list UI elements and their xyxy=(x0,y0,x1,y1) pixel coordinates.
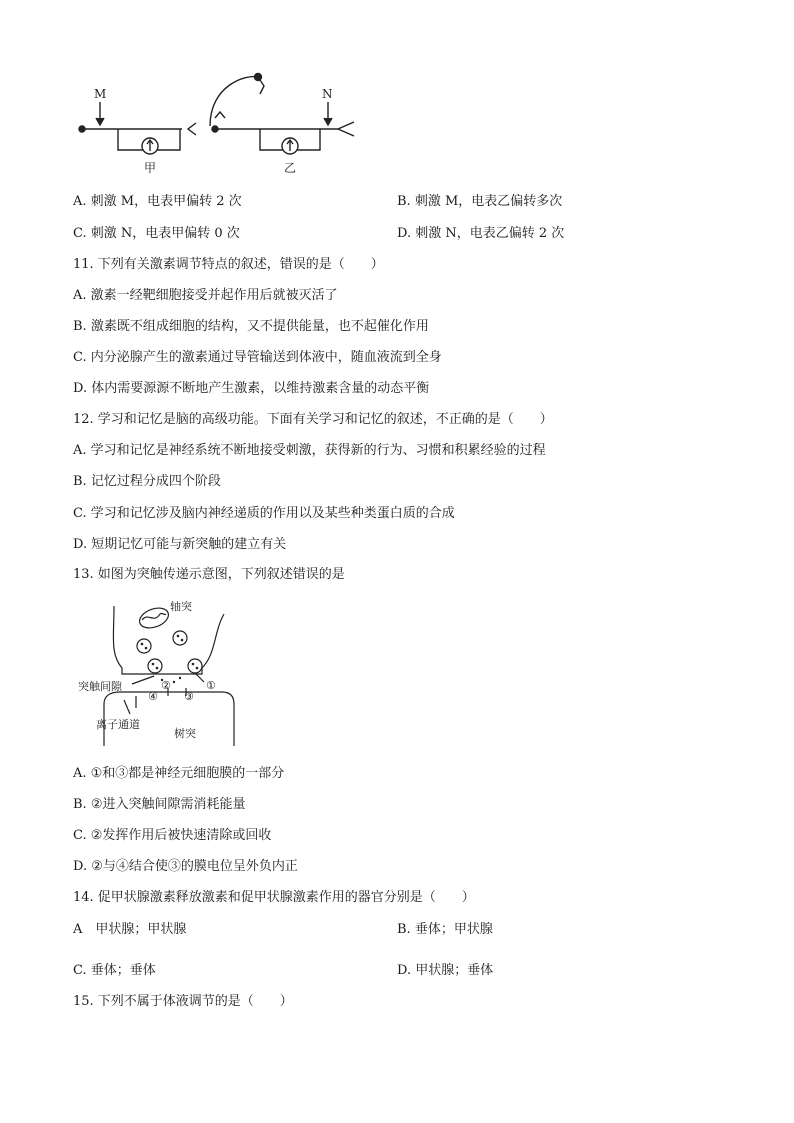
q14-option-b: B. 垂体；甲状腺 xyxy=(397,922,493,937)
label-m: M xyxy=(94,87,107,101)
q13-option-b: B. ②进入突触间隙需消耗能量 xyxy=(73,797,246,812)
q12-option-b: B. 记忆过程分成四个阶段 xyxy=(73,474,221,489)
vesicle-fusing xyxy=(148,659,162,673)
q14-option-a: A 甲状腺；甲状腺 xyxy=(73,922,187,937)
cell-body-left xyxy=(79,126,85,132)
label-yi: 乙 xyxy=(284,161,297,175)
label-axon: 轴突 xyxy=(170,600,192,613)
q14-option-c: C. 垂体；垂体 xyxy=(73,963,156,978)
q13-option-a: A. ①和③都是神经元细胞膜的一部分 xyxy=(73,766,285,781)
synapse-figure xyxy=(74,596,244,746)
q12-option-a: A. 学习和记忆是神经系统不断地接受刺激，获得新的行为、习惯和积累经验的过程 xyxy=(73,443,546,458)
q14-stem: 14. 促甲状腺激素释放激素和促甲状腺激素作用的器官分别是（ ） xyxy=(73,890,475,905)
q13-option-c: C. ②发挥作用后被快速清除或回收 xyxy=(73,828,272,843)
label-n: N xyxy=(322,87,333,101)
q10-option-b: B. 刺激 M，电表乙偏转多次 xyxy=(397,194,563,209)
marker-4: ④ xyxy=(148,690,158,703)
q11-option-b: B. 激素既不组成细胞的结构，又不提供能量，也不起催化作用 xyxy=(73,319,429,334)
q11-option-a: A. 激素一经靶细胞接受并起作用后就被灭活了 xyxy=(73,288,338,303)
q11-option-c: C. 内分泌腺产生的激素通过导管输送到体液中，随血液流到全身 xyxy=(73,350,442,365)
q10-option-c: C. 刺激 N，电表甲偏转 0 次 xyxy=(73,226,240,241)
q10-option-d: D. 刺激 N，电表乙偏转 2 次 xyxy=(397,226,565,241)
q10-option-a: A. 刺激 M，电表甲偏转 2 次 xyxy=(73,194,242,209)
marker-3: ③ xyxy=(184,690,194,703)
q13-stem: 13. 如图为突触传递示意图，下列叙述错误的是 xyxy=(73,567,345,582)
neuron-galvanometer-figure xyxy=(70,66,370,176)
marker-1: ① xyxy=(206,679,216,692)
label-dendrite: 树突 xyxy=(174,727,196,740)
q13-option-d: D. ②与④结合使③的膜电位呈外负内正 xyxy=(73,859,298,874)
q11-stem: 11. 下列有关激素调节特点的叙述，错误的是（ ） xyxy=(73,257,384,272)
q12-option-d: D. 短期记忆可能与新突触的建立有关 xyxy=(73,537,287,552)
label-cleft: 突触间隙 xyxy=(78,680,122,693)
q12-stem: 12. 学习和记忆是脑的高级功能。下面有关学习和记忆的叙述，不正确的是（ ） xyxy=(73,412,553,427)
vesicle-fusing xyxy=(188,659,202,673)
vesicle xyxy=(173,631,187,645)
vesicle xyxy=(137,639,151,653)
q12-option-c: C. 学习和记忆涉及脑内神经递质的作用以及某些种类蛋白质的合成 xyxy=(73,506,455,521)
marker-2: ② xyxy=(161,679,171,692)
q14-option-d: D. 甲状腺；垂体 xyxy=(397,963,494,978)
q15-stem: 15. 下列不属于体液调节的是（ ） xyxy=(73,994,293,1009)
label-channel: 离子通道 xyxy=(96,718,140,731)
q11-option-d: D. 体内需要源源不断地产生激素，以维持激素含量的动态平衡 xyxy=(73,381,430,396)
label-jia: 甲 xyxy=(144,161,157,175)
